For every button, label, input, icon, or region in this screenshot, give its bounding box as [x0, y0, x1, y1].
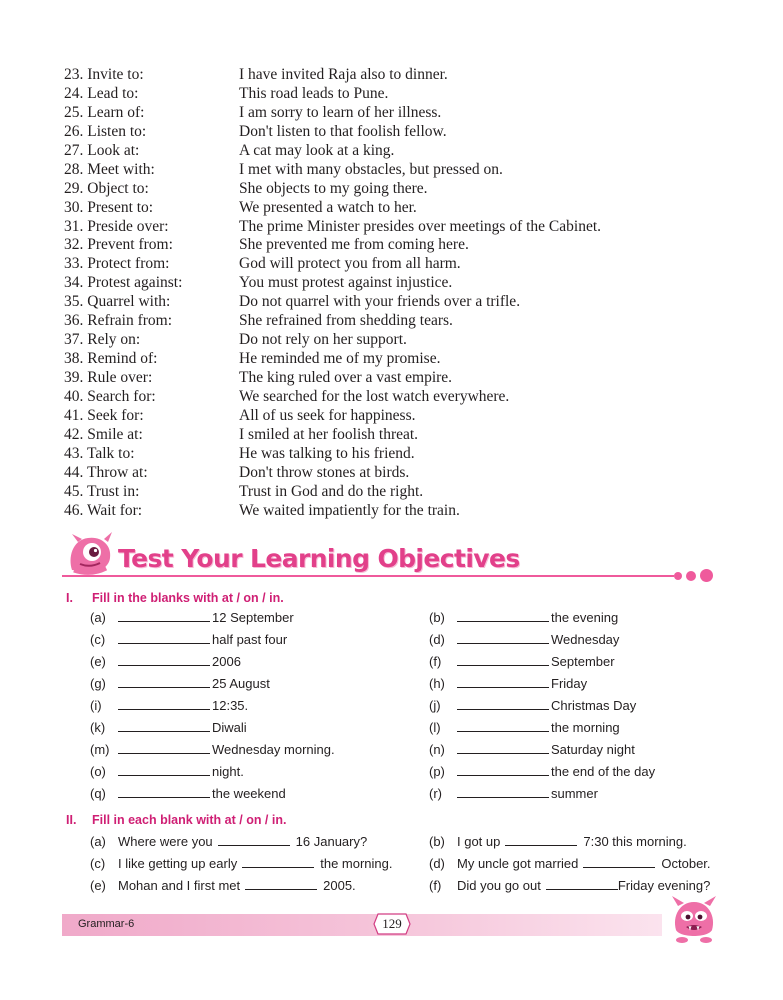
verb-example: A cat may look at a king.	[239, 141, 395, 159]
list-item	[64, 85, 601, 104]
verb-term: 40. Search for:	[64, 387, 156, 405]
item-label: (r)	[429, 786, 442, 801]
decor-dot	[700, 569, 713, 582]
verb-term: 26. Listen to:	[64, 122, 147, 140]
exercise-number: I.	[66, 591, 73, 605]
verb-term: 27. Look at:	[64, 141, 140, 159]
item-label: (a)	[90, 610, 106, 625]
list-item	[429, 878, 710, 894]
list-item	[429, 632, 619, 648]
verb-example: I am sorry to learn of her illness.	[239, 103, 442, 121]
phrasal-verb-list	[64, 66, 601, 521]
verb-term: 41. Seek for:	[64, 406, 144, 424]
verb-term: 44. Throw at:	[64, 463, 148, 481]
answer-blank[interactable]	[457, 742, 549, 754]
section-title: Test Your Learning Objectives	[118, 544, 520, 573]
answer-blank[interactable]	[457, 654, 549, 666]
list-item	[64, 161, 601, 180]
list-item	[64, 331, 601, 350]
item-label: (g)	[90, 676, 106, 691]
list-item	[90, 632, 287, 648]
answer-blank[interactable]	[118, 676, 210, 688]
list-item	[64, 502, 601, 521]
pink-monster-icon	[668, 894, 720, 944]
item-text: Christmas Day	[551, 698, 637, 713]
verb-example: Do not quarrel with your friends over a trifle.	[239, 293, 521, 311]
verb-example: This road leads to Pune.	[239, 84, 389, 102]
verb-example: I smiled at her foolish threat.	[239, 425, 419, 443]
item-text: the end of the day	[551, 764, 656, 779]
footer-book-title: Grammar-6	[78, 918, 135, 930]
list-item	[64, 123, 601, 142]
list-item	[64, 407, 601, 426]
item-text: I like getting up early	[118, 856, 238, 871]
verb-example: We waited impatiently for the train.	[239, 501, 460, 519]
item-text: 7:30 this morning.	[583, 834, 687, 849]
divider	[62, 575, 674, 577]
item-text: Wednesday morning.	[212, 742, 335, 757]
exercise-instruction: Fill in each blank with at / on / in.	[92, 813, 287, 827]
item-text: the weekend	[212, 786, 286, 801]
list-item	[64, 274, 601, 293]
list-item	[429, 654, 615, 670]
verb-example: We searched for the lost watch everywhere.	[239, 387, 510, 405]
item-text: September	[551, 654, 615, 669]
pink-monster-icon	[66, 530, 118, 576]
list-item	[90, 764, 244, 780]
item-text: 12 September	[212, 610, 294, 625]
verb-example: We presented a watch to her.	[239, 198, 417, 216]
verb-term: 23. Invite to:	[64, 66, 144, 83]
item-label: (l)	[429, 720, 441, 735]
list-item	[64, 388, 601, 407]
list-item	[90, 878, 356, 894]
verb-example: She objects to my going there.	[239, 179, 428, 197]
item-label: (e)	[90, 878, 106, 893]
answer-blank[interactable]	[242, 856, 314, 868]
verb-term: 34. Protest against:	[64, 274, 183, 292]
item-text: I got up	[457, 834, 501, 849]
list-item	[64, 445, 601, 464]
verb-example: All of us seek for happiness.	[239, 406, 416, 424]
list-item	[64, 293, 601, 312]
verb-example: He was talking to his friend.	[239, 444, 415, 462]
list-item	[90, 742, 335, 758]
verb-term: 42. Smile at:	[64, 425, 143, 443]
verb-term: 30. Present to:	[64, 198, 154, 216]
list-item	[90, 654, 241, 670]
item-text: My uncle got married	[457, 856, 579, 871]
verb-term: 46. Wait for:	[64, 501, 143, 519]
item-label: (d)	[429, 632, 445, 647]
decor-dot	[674, 572, 682, 580]
answer-blank[interactable]	[457, 764, 549, 776]
list-item	[90, 834, 367, 850]
verb-term: 25. Learn of:	[64, 103, 145, 121]
answer-blank[interactable]	[245, 878, 317, 890]
item-label: (c)	[90, 632, 106, 647]
verb-example: God will protect you from all harm.	[239, 255, 461, 273]
answer-blank[interactable]	[546, 878, 618, 890]
verb-example: She prevented me from coming here.	[239, 236, 469, 254]
exercise-number: II.	[66, 813, 77, 827]
answer-blank[interactable]	[118, 654, 210, 666]
item-label: (b)	[429, 834, 445, 849]
list-item	[90, 786, 286, 802]
answer-blank[interactable]	[218, 834, 290, 846]
item-text: 16 January?	[295, 834, 368, 849]
item-label: (n)	[429, 742, 445, 757]
item-text: Where were you	[118, 834, 213, 849]
verb-example: Don't listen to that foolish fellow.	[239, 122, 447, 140]
answer-blank[interactable]	[583, 856, 655, 868]
list-item	[90, 720, 247, 736]
item-text: Did you go out	[457, 878, 541, 893]
list-item	[64, 142, 601, 161]
item-label: (m)	[90, 742, 110, 757]
list-item	[64, 236, 601, 255]
answer-blank[interactable]	[118, 786, 210, 798]
verb-term: 28. Meet with:	[64, 160, 155, 178]
list-item	[64, 199, 601, 218]
list-item	[64, 104, 601, 123]
list-item	[90, 856, 393, 872]
list-item	[64, 180, 601, 199]
answer-blank[interactable]	[118, 610, 210, 622]
item-text: Mohan and I first met	[118, 878, 241, 893]
list-item	[429, 764, 655, 780]
verb-example: I have invited Raja also to dinner.	[239, 66, 448, 83]
list-item	[90, 698, 248, 714]
list-item	[64, 464, 601, 483]
item-label: (i)	[90, 698, 102, 713]
answer-blank[interactable]	[457, 610, 549, 622]
item-text: Friday evening?	[617, 878, 711, 893]
decor-dot	[686, 571, 696, 581]
item-text: October.	[661, 856, 711, 871]
list-item	[429, 856, 711, 872]
item-text: the morning	[551, 720, 620, 735]
item-label: (a)	[90, 834, 106, 849]
item-label: (f)	[429, 878, 442, 893]
footer-band	[62, 914, 662, 936]
verb-term: 37. Rely on:	[64, 331, 141, 349]
list-item	[64, 350, 601, 369]
exercise-heading	[66, 813, 286, 827]
answer-blank[interactable]	[457, 632, 549, 644]
list-item	[64, 483, 601, 502]
list-item	[64, 66, 601, 85]
answer-blank[interactable]	[118, 764, 210, 776]
item-label: (p)	[429, 764, 445, 779]
list-item	[64, 312, 601, 331]
item-text: the morning.	[320, 856, 393, 871]
verb-term: 33. Protect from:	[64, 255, 170, 273]
answer-blank[interactable]	[505, 834, 577, 846]
item-label: (f)	[429, 654, 442, 669]
item-text: half past four	[212, 632, 288, 647]
verb-example: She refrained from shedding tears.	[239, 312, 453, 330]
verb-term: 36. Refrain from:	[64, 312, 173, 330]
list-item	[429, 676, 587, 692]
verb-example: Don't throw stones at birds.	[239, 463, 410, 481]
list-item	[64, 255, 601, 274]
item-text: 25 August	[212, 676, 270, 691]
list-item	[429, 720, 620, 736]
verb-term: 38. Remind of:	[64, 350, 158, 368]
item-text: Saturday night	[551, 742, 635, 757]
list-item	[90, 610, 294, 626]
item-label: (h)	[429, 676, 445, 691]
item-text: Wednesday	[551, 632, 620, 647]
list-item	[429, 786, 598, 802]
list-item	[429, 834, 687, 850]
verb-term: 35. Quarrel with:	[64, 293, 171, 311]
verb-example: He reminded me of my promise.	[239, 350, 441, 368]
item-label: (k)	[90, 720, 106, 735]
item-label: (b)	[429, 610, 445, 625]
item-label: (o)	[90, 764, 106, 779]
answer-blank[interactable]	[457, 676, 549, 688]
answer-blank[interactable]	[118, 742, 210, 754]
exercise-instruction: Fill in the blanks with at / on / in.	[92, 591, 284, 605]
verb-example: I met with many obstacles, but pressed on.	[239, 160, 503, 178]
answer-blank[interactable]	[457, 786, 549, 798]
verb-example: Trust in God and do the right.	[239, 482, 424, 500]
item-text: 2006	[212, 654, 241, 669]
verb-term: 43. Talk to:	[64, 444, 135, 462]
item-text: Friday	[551, 676, 588, 691]
list-item	[64, 369, 601, 388]
item-label: (j)	[429, 698, 441, 713]
answer-blank[interactable]	[457, 720, 549, 732]
list-item	[429, 742, 635, 758]
list-item	[64, 218, 601, 237]
verb-example: The king ruled over a vast empire.	[239, 369, 453, 386]
item-label: (d)	[429, 856, 445, 871]
list-item	[429, 610, 618, 626]
section-banner	[62, 530, 722, 585]
item-label: (q)	[90, 786, 106, 801]
answer-blank[interactable]	[118, 632, 210, 644]
item-text: 12:35.	[212, 698, 249, 713]
exercise-heading	[66, 591, 284, 605]
verb-example: You must protest against injustice.	[239, 274, 453, 292]
item-text: 2005.	[323, 878, 356, 893]
list-item	[90, 676, 270, 692]
item-label: (e)	[90, 654, 106, 669]
answer-blank[interactable]	[457, 698, 549, 710]
verb-example: The prime Minister presides over meetings of the Cabinet.	[239, 217, 602, 235]
page-number: 129	[382, 916, 402, 931]
answer-blank[interactable]	[118, 720, 210, 732]
list-item	[429, 698, 636, 714]
verb-term: 24. Lead to:	[64, 84, 139, 102]
item-text: summer	[551, 786, 598, 801]
item-text: the evening	[551, 610, 619, 625]
verb-term: 31. Preside over:	[64, 217, 169, 235]
list-item	[64, 426, 601, 445]
verb-example: Do not rely on her support.	[239, 331, 407, 349]
verb-term: 32. Prevent from:	[64, 236, 173, 254]
item-text: night.	[212, 764, 244, 779]
answer-blank[interactable]	[118, 698, 210, 710]
item-text: Diwali	[212, 720, 247, 735]
item-label: (c)	[90, 856, 106, 871]
verb-term: 29. Object to:	[64, 179, 149, 197]
verb-term: 39. Rule over:	[64, 369, 153, 386]
verb-term: 45. Trust in:	[64, 482, 140, 500]
